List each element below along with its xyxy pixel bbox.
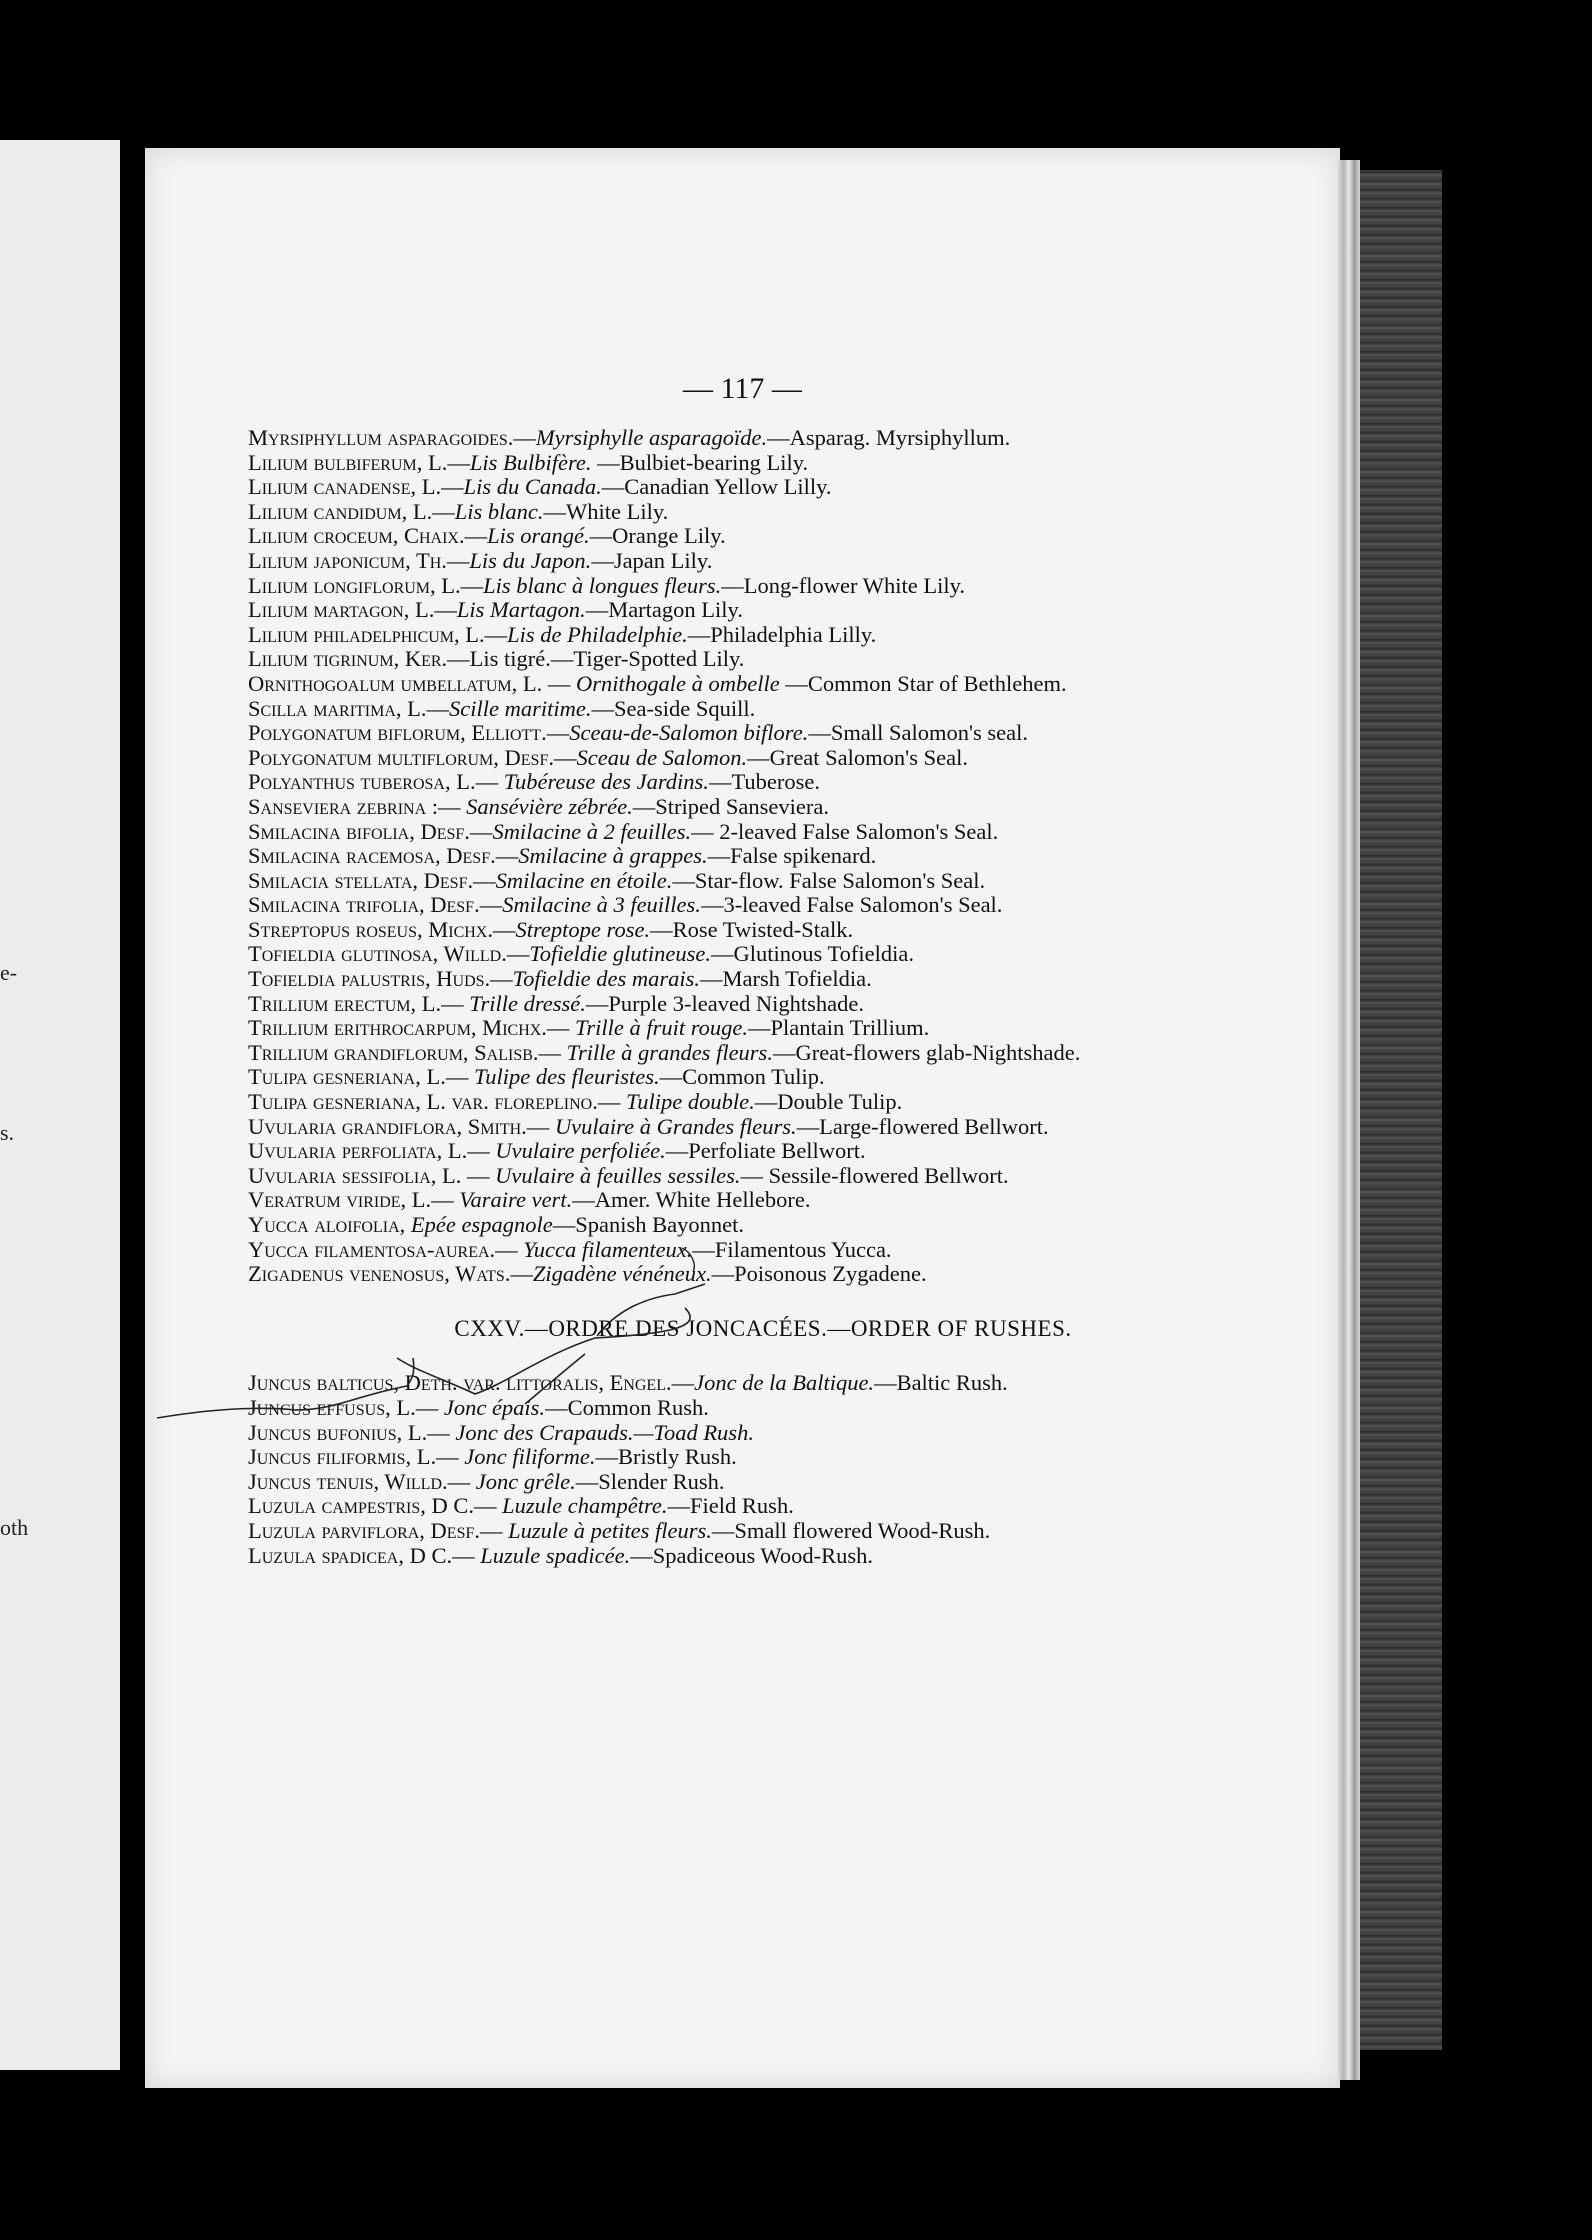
french-name: Yucca filamenteux. <box>523 1236 693 1262</box>
latin-name: Tofieldia palustris, Huds.— <box>248 966 513 992</box>
species-entry <box>248 549 1278 574</box>
french-name: Lis orangé. <box>487 523 590 549</box>
page-number: — 117 — <box>683 372 802 405</box>
latin-name: Yucca aloifolia, <box>248 1212 411 1237</box>
english-name: —Purple 3-leaved Nightshade. <box>585 990 864 1016</box>
latin-name: Juncus filiformis, L.— <box>248 1444 465 1470</box>
latin-name: Tofieldia glutinosa, Willd.— <box>248 941 530 967</box>
species-entry <box>248 598 1278 623</box>
species-entry <box>248 1396 1278 1421</box>
species-entry <box>248 524 1278 549</box>
species-entry <box>248 942 1278 967</box>
species-entry <box>248 992 1278 1017</box>
french-name: Jonc de la Baltique. <box>694 1370 875 1396</box>
latin-name: Trillium erithrocarpum, Michx.— <box>248 1015 576 1041</box>
french-name: Lis blanc à longues fleurs. <box>483 572 722 598</box>
french-name: Tulipe des fleuristes. <box>473 1064 660 1090</box>
french-name: Lis de Philadelphie. <box>507 621 688 647</box>
species-entry <box>248 869 1278 894</box>
latin-name: Scilla maritima, L.— <box>248 695 450 721</box>
english-name: —Amer. White Hellebore. <box>572 1187 811 1213</box>
english-name: —Martagon Lily. <box>585 597 743 623</box>
english-name: —Bristly Rush. <box>595 1444 737 1470</box>
species-list-juncaceae <box>248 1371 1278 1568</box>
latin-name: Lilium martagon, L.— <box>248 597 457 623</box>
english-name: — Sessile-flowered Bellwort. <box>740 1162 1009 1188</box>
french-name: Uvulaire à Grandes fleurs. <box>554 1113 797 1139</box>
latin-name: Uvularia perfoliata, L.— <box>248 1138 496 1164</box>
french-name: Ornithogale à ombelle <box>576 670 780 696</box>
english-name: —Marsh Tofieldia. <box>699 966 872 992</box>
page-content <box>248 426 1278 1568</box>
french-name: Tulipe double. <box>625 1089 755 1115</box>
english-name: —Glutinous Tofieldia. <box>711 941 914 967</box>
english-name: —Spanish Bayonnet. <box>552 1212 744 1237</box>
latin-name: Polygonatum multiflorum, Desf.— <box>248 744 577 770</box>
latin-name: Myrsiphyllum asparagoides.— <box>248 425 536 450</box>
english-name: —Field Rush. <box>667 1493 794 1519</box>
french-name: Trille dressé. <box>469 990 586 1016</box>
latin-name: Tulipa gesneriana, L. var. floreplino.— <box>248 1089 626 1115</box>
species-entry <box>248 1164 1278 1189</box>
english-name: —Filamentous Yucca. <box>692 1236 892 1262</box>
latin-name: Polyanthus tuberosa, L.— <box>248 769 504 795</box>
species-entry <box>248 1519 1278 1544</box>
french-name: Lis Martagon. <box>456 597 586 623</box>
english-name: —Small flowered Wood-Rush. <box>711 1517 991 1543</box>
english-name: —Orange Lily. <box>589 523 726 549</box>
species-entry <box>248 1470 1278 1495</box>
french-name: Smilacine à 2 feuilles. <box>492 818 692 844</box>
species-entry <box>248 820 1278 845</box>
french-name: Zigadène vénéneux. <box>532 1261 712 1287</box>
english-name: —Tuberose. <box>708 769 820 795</box>
french-name: Trille à grandes fleurs. <box>566 1039 773 1065</box>
french-name: Smilacine à 3 feuilles. <box>502 892 701 918</box>
species-entry <box>248 426 1278 451</box>
english-name: —Japan Lily. <box>591 547 713 573</box>
english-name: —Small Salomon's seal. <box>808 720 1028 746</box>
french-name: Sceau-de-Salomon biflore. <box>569 720 809 746</box>
book-page <box>145 148 1340 2088</box>
french-name: Luzule à petites fleurs. <box>508 1517 712 1543</box>
french-name: Jonc des Crapauds.—Toad Rush. <box>455 1419 754 1445</box>
french-name: Epée espagnole <box>410 1212 553 1237</box>
english-name: —Long-flower White Lily. <box>721 572 965 598</box>
latin-name: Luzula campestris, D C.— <box>248 1493 503 1519</box>
english-name: — 2-leaved False Salomon's Seal. <box>691 818 999 844</box>
left-page-text: e- <box>0 960 18 985</box>
species-entry <box>248 918 1278 943</box>
species-entry <box>248 1115 1278 1140</box>
english-name: —Star-flow. False Salomon's Seal. <box>672 867 986 893</box>
english-name: —Sea-side Squill. <box>591 695 756 721</box>
latin-name: Sanseviera zebrina :— <box>248 793 467 819</box>
english-name: —Rose Twisted-Stalk. <box>650 916 854 942</box>
species-entry <box>248 1371 1278 1396</box>
french-name: Jonc grêle. <box>475 1468 576 1494</box>
french-name: Lis du Canada. <box>463 474 602 500</box>
latin-name: Trillium erectum, L.— <box>248 990 470 1016</box>
latin-name: Juncus tenuis, Willd.— <box>248 1468 476 1494</box>
english-name: —False spikenard. <box>707 843 877 869</box>
english-name: —Slender Rush. <box>575 1468 725 1494</box>
latin-name: Smilacina trifolia, Desf.— <box>248 892 503 918</box>
french-name: Trille à fruit rouge. <box>575 1015 748 1041</box>
section-title: CXXV.—ORDRE DES JONCACÉES.—ORDER OF RUSHES. <box>454 1315 1072 1341</box>
latin-name: Juncus bufonius, L.— <box>248 1419 456 1445</box>
french-name: Smilacine en étoile. <box>495 867 673 893</box>
species-entry <box>248 647 1278 672</box>
latin-name: Lilium candidum, L.— <box>248 498 455 524</box>
latin-name: Veratrum viride, L.— <box>248 1187 460 1213</box>
species-entry <box>248 1188 1278 1213</box>
latin-name: Smilacia stellata, Desf.— <box>248 867 496 893</box>
french-name: Luzule spadicée. <box>480 1542 631 1568</box>
latin-name: Smilacina bifolia, Desf.— <box>248 818 493 844</box>
english-name: —Philadelphia Lilly. <box>687 621 877 647</box>
species-entry <box>248 1262 1278 1287</box>
english-name: —Spadiceous Wood-Rush. <box>630 1542 873 1568</box>
english-name: —Common Rush. <box>545 1394 709 1420</box>
species-entry <box>248 770 1278 795</box>
latin-name: Ornithogoalum umbellatum, L. — <box>248 670 577 696</box>
english-name: —Baltic Rush. <box>874 1370 1008 1396</box>
latin-name: Lilium canadense, L.— <box>248 474 464 500</box>
french-name: Lis blanc. <box>454 498 544 524</box>
latin-name: Polygonatum biflorum, Elliott.— <box>248 720 570 746</box>
species-entry <box>248 1090 1278 1115</box>
english-name: —Great-flowers glab-Nightshade. <box>772 1039 1081 1065</box>
species-entry <box>248 844 1278 869</box>
species-entry <box>248 893 1278 918</box>
species-entry <box>248 1139 1278 1164</box>
species-entry <box>248 1494 1278 1519</box>
english-name: —Bulbiet-bearing Lily. <box>591 449 809 475</box>
english-name: —3-leaved False Salomon's Seal. <box>700 892 1003 918</box>
french-name: Sansévière zébrée. <box>466 793 633 819</box>
latin-name: Smilacina racemosa, Desf.— <box>248 843 519 869</box>
latin-name: Lilium longiflorum, L.— <box>248 572 484 598</box>
species-entry <box>248 623 1278 648</box>
species-entry <box>248 1016 1278 1041</box>
page-stack-edge <box>1338 160 1360 2080</box>
species-entry <box>248 500 1278 525</box>
english-name: —Canadian Yellow Lilly. <box>601 474 832 500</box>
english-name: —Great Salomon's Seal. <box>747 744 968 770</box>
english-name: Lis tigré.—Tiger-Spotted Lily. <box>469 646 745 672</box>
species-entry <box>248 1065 1278 1090</box>
latin-name: Lilium japonicum, Th.— <box>248 547 470 573</box>
french-name: Lis Bulbifère. <box>469 449 592 475</box>
species-entry <box>248 795 1278 820</box>
french-name: Scille maritime. <box>449 695 592 721</box>
english-name: —Poisonous Zygadene. <box>711 1261 927 1287</box>
english-name: —White Lily. <box>543 498 669 524</box>
species-entry <box>248 672 1278 697</box>
species-entry <box>248 1421 1278 1446</box>
english-name: —Perfoliate Bellwort. <box>665 1138 866 1164</box>
french-name: Tofieldie glutineuse. <box>529 941 711 967</box>
species-entry <box>248 475 1278 500</box>
latin-name: Streptopus roseus, Michx.— <box>248 916 516 942</box>
book-binding-edge <box>1360 170 1442 2050</box>
english-name: —Common Tulip. <box>659 1064 825 1090</box>
french-name: Uvulaire à feuilles sessiles. <box>495 1162 741 1188</box>
species-entry <box>248 746 1278 771</box>
latin-name: Luzula spadicea, D C.— <box>248 1542 481 1568</box>
french-name: Tubéreuse des Jardins. <box>503 769 709 795</box>
french-name: Sceau de Salomon. <box>576 744 748 770</box>
left-page-text: oth <box>0 1515 29 1540</box>
english-name: —Asparag. Myrsiphyllum. <box>767 425 1011 450</box>
french-name: Jonc filiforme. <box>464 1444 596 1470</box>
french-name: Smilacine à grappes. <box>518 843 708 869</box>
english-name: —Common Star of Bethlehem. <box>779 670 1067 696</box>
french-name: Streptope rose. <box>515 916 651 942</box>
french-name: Luzule champêtre. <box>502 1493 668 1519</box>
french-name: Varaire vert. <box>459 1187 573 1213</box>
species-entry <box>248 1213 1278 1238</box>
english-name: —Plantain Trillium. <box>747 1015 930 1041</box>
species-list-liliaceae <box>248 426 1278 1287</box>
species-entry <box>248 1238 1278 1263</box>
species-entry <box>248 721 1278 746</box>
latin-name: Uvularia sessifolia, L. — <box>248 1162 496 1188</box>
species-entry <box>248 1041 1278 1066</box>
latin-name: Juncus balticus, Deth. var. littoralis, Engel.— <box>248 1370 695 1396</box>
latin-name: Trillium grandiflorum, Salisb.— <box>248 1039 567 1065</box>
english-name: —Large-flowered Bellwort. <box>796 1113 1049 1139</box>
left-page-text: s. <box>0 1120 15 1145</box>
species-entry <box>248 451 1278 476</box>
species-entry <box>248 967 1278 992</box>
latin-name: Yucca filamentosa-aurea.— <box>248 1236 524 1262</box>
species-entry <box>248 697 1278 722</box>
french-name: Uvulaire perfoliée. <box>495 1138 666 1164</box>
english-name: —Double Tulip. <box>754 1089 903 1115</box>
french-name: Myrsiphylle asparagoïde. <box>535 425 768 450</box>
french-name: Lis du Japon. <box>469 547 592 573</box>
species-entry <box>248 1544 1278 1569</box>
latin-name: Luzula parviflora, Desf.— <box>248 1517 509 1543</box>
species-entry <box>248 1445 1278 1470</box>
french-name: Tofieldie des marais. <box>512 966 700 992</box>
latin-name: Lilium croceum, Chaix.— <box>248 523 488 549</box>
latin-name: Tulipa gesneriana, L.— <box>248 1064 474 1090</box>
english-name: —Striped Sanseviera. <box>632 793 829 819</box>
latin-name: Lilium bulbiferum, L.— <box>248 449 470 475</box>
latin-name: Juncus effusus, L.— <box>248 1394 444 1420</box>
french-name: Jonc épais. <box>443 1394 546 1420</box>
latin-name: Lilium philadelphicum, L.— <box>248 621 508 647</box>
latin-name: Uvularia grandiflora, Smith.— <box>248 1113 555 1139</box>
latin-name: Zigadenus venenosus, Wats.— <box>248 1261 533 1287</box>
latin-name: Lilium tigrinum, Ker.— <box>248 646 470 672</box>
left-page-fragment <box>0 140 120 2070</box>
species-entry <box>248 574 1278 599</box>
